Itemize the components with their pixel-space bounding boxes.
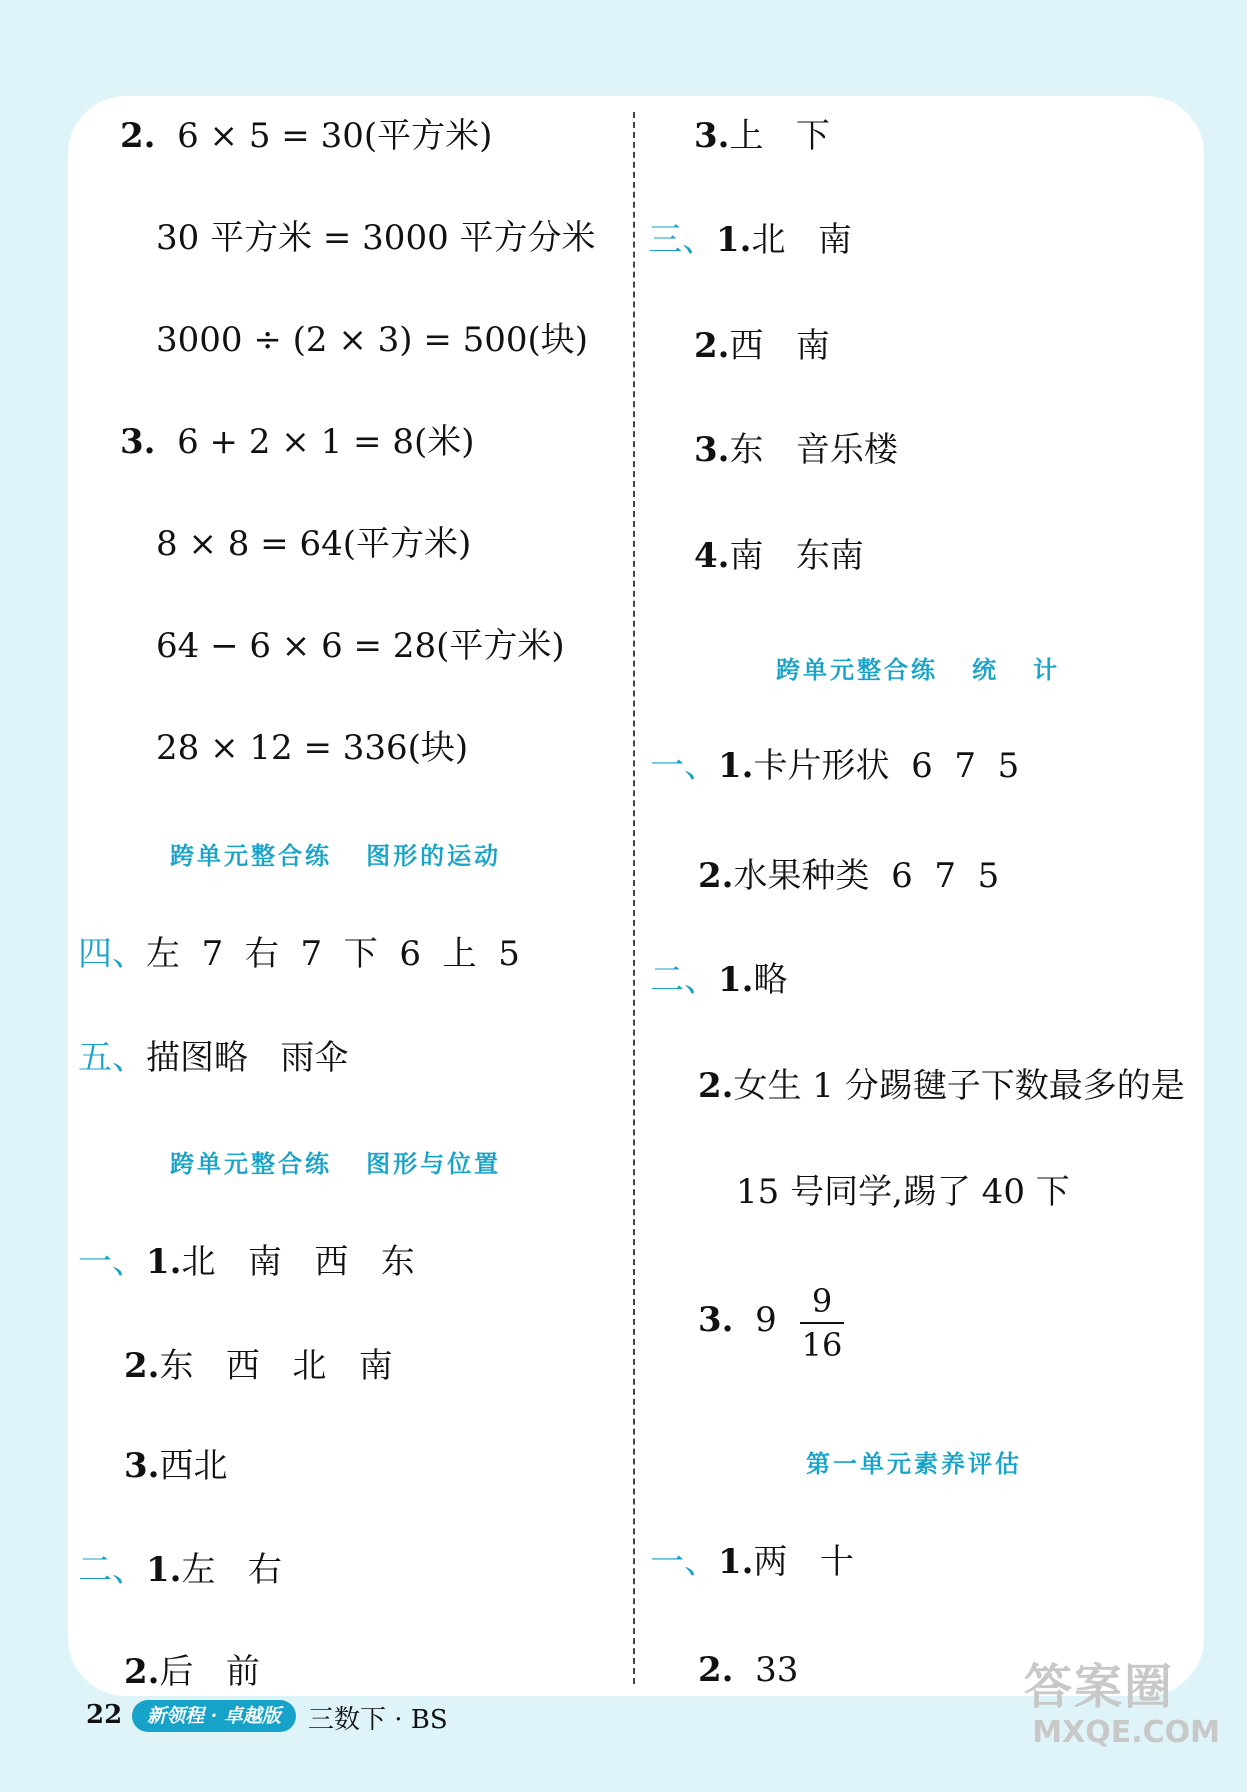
answer-line: 五、描图略 雨伞 (78, 1038, 349, 1078)
answer-line: 3. 6 + 2 × 1 = 8(米) (120, 422, 475, 462)
answer-line: 28 × 12 = 336(块) (156, 728, 469, 768)
column-divider (633, 112, 635, 1684)
answer-line: 3.西北 (124, 1446, 228, 1486)
answer-line: 2.后 前 (124, 1652, 260, 1692)
section-title: 跨单元整合练 图形的运动 (170, 841, 502, 870)
fraction-denominator: 16 (801, 1326, 843, 1364)
fraction-numerator: 9 (811, 1282, 833, 1320)
answer-line: 4.南 东南 (694, 536, 864, 576)
watermark-url: MXQE.COM (1032, 1715, 1220, 1750)
answer-line: 2.女生 1 分踢毽子下数最多的是 (698, 1066, 1185, 1106)
answer-line: 15 号同学,踢了 40 下 (736, 1172, 1070, 1212)
answer-line: 2.东 西 北 南 (124, 1346, 393, 1386)
answer-line: 3000 ÷ (2 × 3) = 500(块) (156, 320, 589, 360)
section-title: 跨单元整合练 图形与位置 (170, 1149, 502, 1178)
answer-line: 8 × 8 = 64(平方米) (156, 524, 472, 564)
answer-line: 四、左 7 右 7 下 6 上 5 (78, 934, 520, 974)
fraction-bar (800, 1322, 844, 1324)
watermark-text: 答案圈 (1024, 1659, 1175, 1715)
answer-line: 一、1.卡片形状 6 7 5 (650, 746, 1020, 786)
book-label: 三数下 · BS (308, 1705, 448, 1735)
answer-line: 一、1.两 十 (650, 1542, 854, 1582)
section-title: 跨单元整合练 统 计 (776, 655, 1061, 684)
answer-line: 2. 33 (698, 1650, 799, 1690)
answer-line: 3. 9 (698, 1300, 777, 1340)
page-number: 22 (86, 1700, 123, 1730)
answer-line: 二、1.略 (650, 960, 788, 1000)
watermark-logo (1024, 1658, 1232, 1786)
answer-line: 三、1.北 南 (648, 220, 852, 260)
section-title: 第一单元素养评估 (806, 1449, 1022, 1478)
answer-line: 2. 6 × 5 = 30(平方米) (120, 116, 493, 156)
answer-line: 2.西 南 (694, 326, 830, 366)
answer-line: 64 − 6 × 6 = 28(平方米) (156, 626, 565, 666)
answer-line: 3.东 音乐楼 (694, 430, 898, 470)
answer-line: 30 平方米 = 3000 平方分米 (156, 218, 596, 258)
answer-line: 二、1.左 右 (78, 1550, 282, 1590)
fraction (800, 1282, 844, 1364)
answer-line: 2.水果种类 6 7 5 (698, 856, 1000, 896)
answer-line: 一、1.北 南 西 东 (78, 1242, 415, 1282)
answer-line: 3.上 下 (694, 116, 830, 156)
brand-badge: 新领程 · 卓越版 (132, 1700, 296, 1732)
